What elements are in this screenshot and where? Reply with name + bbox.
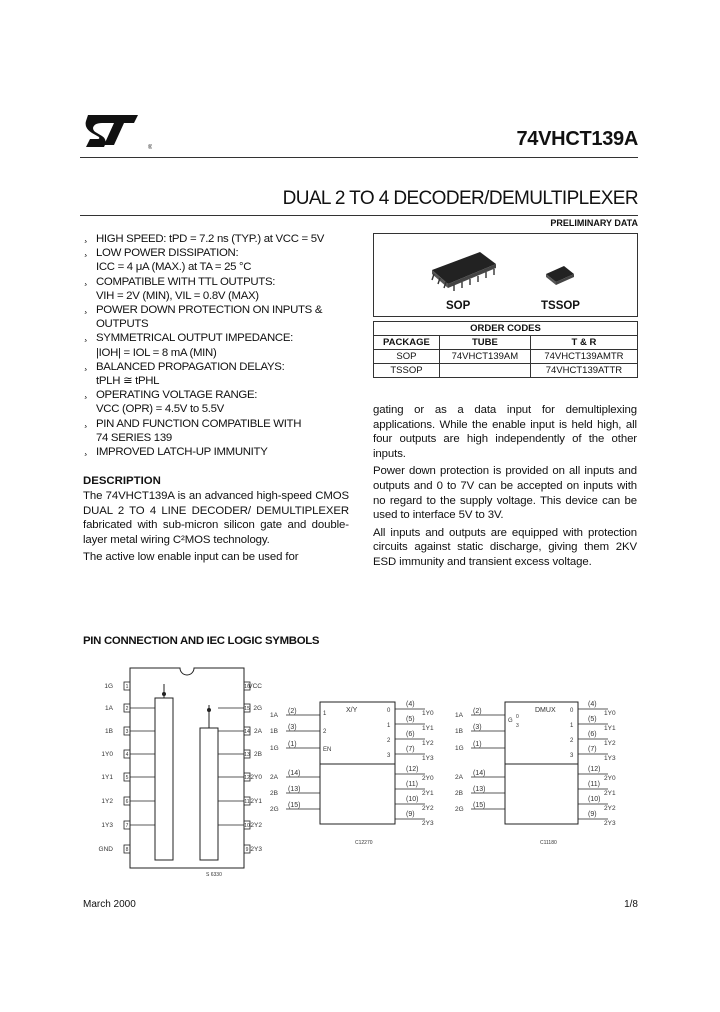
svg-text:3: 3 [570,753,574,759]
iec-output-number: (4) [406,701,415,708]
feature-item: ¸ BALANCED PROPAGATION DELAYS: tPLH ≅ tPHL [80,360,360,388]
iec-input-label: 2A [455,774,463,781]
dip-package-diagram [130,668,244,878]
dip-right-pin-label: 2Y1 [250,798,262,805]
page-title: DUAL 2 TO 4 DECODER/DEMULTIPLEXER [282,188,638,209]
iec-output-label: 2Y3 [422,820,434,827]
dip-right-pin-label: 2B [254,751,262,758]
feature-item: ¸ LOW POWER DISSIPATION: ICC = 4 μA (MAX.) at TA = 25 °C [80,246,360,274]
column-header: PACKAGE [374,336,440,350]
svg-text:2: 2 [570,738,574,744]
svg-text:0: 0 [387,708,391,714]
iec-input-label: 2A [270,774,278,781]
iec-output-number: (10) [588,796,601,803]
pin-number: 6 [125,799,129,805]
pin-number: 8 [125,847,129,853]
iec-output-label: 2Y0 [604,775,616,782]
description-left [83,489,349,568]
svg-text:1: 1 [387,723,391,729]
pin-number: 2 [125,706,129,712]
feature-item: ¸ COMPATIBLE WITH TTL OUTPUTS: VIH = 2V (MIN), VIL = 0.8V (MAX) [80,275,360,303]
paragraph: gating or as a data input for demultiplexing applications. While the enable input is held high, all four outputs are high independently of the other inputs. [373,404,637,460]
dip-right-pin-label: 2A [254,728,262,735]
iec-input-label: 2G [270,806,279,813]
iec-input-label: 1G [270,745,279,752]
svg-text:1: 1 [323,711,327,717]
iec-input-number: (15) [288,802,301,809]
svg-text:2: 2 [323,729,327,735]
iec-input-number: (3) [288,724,297,731]
table-row: TSSOP 74VHCT139ATTR [374,364,638,378]
svg-text:G: G [508,718,513,724]
title-rule [80,215,638,216]
iec-input-label: 2B [270,790,278,797]
iec-input-number: (3) [473,724,482,731]
iec-output-number: (10) [406,796,419,803]
iec-output-label: 1Y3 [604,755,616,762]
svg-text:0: 0 [516,714,519,720]
iec-input-label: 1B [455,728,463,735]
pin-number: 15 [244,706,250,712]
pin-section-heading: PIN CONNECTION AND IEC LOGIC SYMBOLS [83,635,320,647]
iec-symbol-xy [320,702,395,846]
column-header: T & R [530,336,637,350]
pin-number: 14 [244,729,250,735]
iec-output-label: 1Y0 [604,710,616,717]
paragraph: The 74VHCT139A is an advanced high-speed CMOS DUAL 2 TO 4 LINE DECODER/ DEMULTIPLEXER fabricated with sub-micron silicon gate and double-layer metal wiring C²MOS technology. [83,490,349,546]
iec-output-label: 2Y2 [422,805,434,812]
iec-input-number: (1) [473,741,482,748]
iec-input-label: 2G [455,806,464,813]
iec-output-number: (6) [406,731,415,738]
svg-text:DMUX: DMUX [535,707,556,714]
iec-output-number: (5) [406,716,415,723]
iec-output-number: (4) [588,701,597,708]
dip-left-pin-label: 1A [105,705,113,712]
dip-right-pin-label: 2G [253,705,262,712]
svg-text:2: 2 [387,738,391,744]
iec-input-number: (14) [288,770,301,777]
description-heading: DESCRIPTION [83,475,161,487]
pin-number: 1 [125,684,129,690]
pin-number: 9 [245,847,249,853]
iec-output-number: (9) [406,811,415,818]
pin-number: 10 [244,823,250,829]
package-box [373,233,638,317]
iec-output-label: 1Y1 [422,725,434,732]
feature-item: ¸ HIGH SPEED: tPD = 7.2 ns (TYP.) at VCC = 5V [80,232,360,246]
sop-package-image [424,248,504,294]
iec-output-number: (5) [588,716,597,723]
paragraph: All inputs and outputs are equipped with protection circuits against static discharge, giving them 2KV ESD immunity and transient excess voltage. [373,526,637,568]
iec-output-number: (12) [588,766,601,773]
feature-item: ¸ PIN AND FUNCTION COMPATIBLE WITH 74 SERIES 139 [80,417,360,445]
paragraph: The active low enable input can be used for [83,551,299,564]
dip-left-pin-label: 1G [104,683,113,690]
dip-right-pin-label: VCC [248,683,262,690]
feature-item: ¸ IMPROVED LATCH-UP IMMUNITY [80,445,360,459]
iec-input-number: (13) [473,786,486,793]
iec-output-number: (7) [588,746,597,753]
pin-number: 16 [244,684,250,690]
feature-item: ¸ POWER DOWN PROTECTION ON INPUTS & OUTPUTS [80,303,360,331]
dip-right-pin-label: 2Y3 [250,846,262,853]
dip-left-pin-label: 1Y1 [101,774,113,781]
part-number: 74VHCT139A [516,128,638,150]
pin-number: 11 [244,799,250,805]
iec-output-label: 1Y2 [422,740,434,747]
table-row: SOP 74VHCT139AM 74VHCT139AMTR [374,350,638,364]
svg-text:3: 3 [516,723,519,729]
svg-text:C11180: C11180 [540,840,557,846]
iec-input-number: (13) [288,786,301,793]
dip-left-pin-label: 1Y0 [101,751,113,758]
iec-output-number: (9) [588,811,597,818]
order-codes-title: ORDER CODES [374,322,638,336]
iec-input-label: 1G [455,745,464,752]
pin-number: 3 [125,729,129,735]
iec-output-label: 2Y0 [422,775,434,782]
svg-text:X/Y: X/Y [346,707,358,714]
iec-output-label: 2Y1 [422,790,434,797]
svg-text:®: ® [148,145,152,151]
iec-output-number: (7) [406,746,415,753]
footer-page-number: 1/8 [624,899,638,910]
iec-input-label: 1A [270,712,278,719]
svg-text:S 6330: S 6330 [206,872,222,878]
iec-input-label: 1B [270,728,278,735]
svg-text:EN: EN [323,747,332,753]
pin-number: 13 [244,752,250,758]
pin-number: 7 [125,823,129,829]
iec-symbol-dmux [505,702,578,846]
iec-input-number: (2) [473,708,482,715]
pin-diagrams [80,660,640,890]
iec-output-label: 1Y1 [604,725,616,732]
dip-left-pin-label: 1Y3 [101,822,113,829]
svg-text:3: 3 [387,753,391,759]
feature-list [80,232,360,459]
pin-number: 4 [125,752,129,758]
iec-output-number: (12) [406,766,419,773]
description-right [373,403,637,573]
iec-input-number: (1) [288,741,297,748]
svg-text:C12270: C12270 [355,840,373,846]
iec-input-number: (15) [473,802,486,809]
st-logo [80,105,152,155]
order-codes-table [373,321,638,378]
iec-output-label: 2Y1 [604,790,616,797]
iec-input-number: (14) [473,770,486,777]
dip-left-pin-label: GND [98,846,113,853]
iec-output-label: 2Y3 [604,820,616,827]
iec-output-number: (6) [588,731,597,738]
footer-date: March 2000 [83,899,136,910]
dip-right-pin-label: 2Y2 [250,822,262,829]
column-header: TUBE [439,336,530,350]
tssop-package-image [542,262,578,290]
pin-number: 12 [244,775,250,781]
feature-item: ¸ OPERATING VOLTAGE RANGE: VCC (OPR) = 4.5V to 5.5V [80,388,360,416]
dip-left-pin-label: 1Y2 [101,798,113,805]
iec-input-label: 1A [455,712,463,719]
tssop-label: TSSOP [541,300,580,312]
iec-output-number: (11) [588,781,600,788]
pin-number: 5 [125,775,129,781]
dip-right-pin-label: 2Y0 [250,774,262,781]
feature-item: ¸ SYMMETRICAL OUTPUT IMPEDANCE: |IOH| = IOL = 8 mA (MIN) [80,331,360,359]
iec-input-label: 2B [455,790,463,797]
svg-text:1: 1 [570,723,574,729]
dip-left-pin-label: 1B [105,728,113,735]
header-rule [80,157,638,158]
iec-input-number: (2) [288,708,297,715]
iec-output-number: (11) [406,781,418,788]
iec-output-label: 1Y3 [422,755,434,762]
paragraph: Power down protection is provided on all inputs and outputs and 0 to 7V can be accepted on inputs with no regard to the supply voltage. This device can be used to interface 5V to 3V. [373,465,637,522]
iec-output-label: 1Y0 [422,710,434,717]
svg-text:0: 0 [570,708,574,714]
preliminary-label: PRELIMINARY DATA [550,218,638,228]
iec-output-label: 2Y2 [604,805,616,812]
iec-output-label: 1Y2 [604,740,616,747]
sop-label: SOP [446,300,471,312]
